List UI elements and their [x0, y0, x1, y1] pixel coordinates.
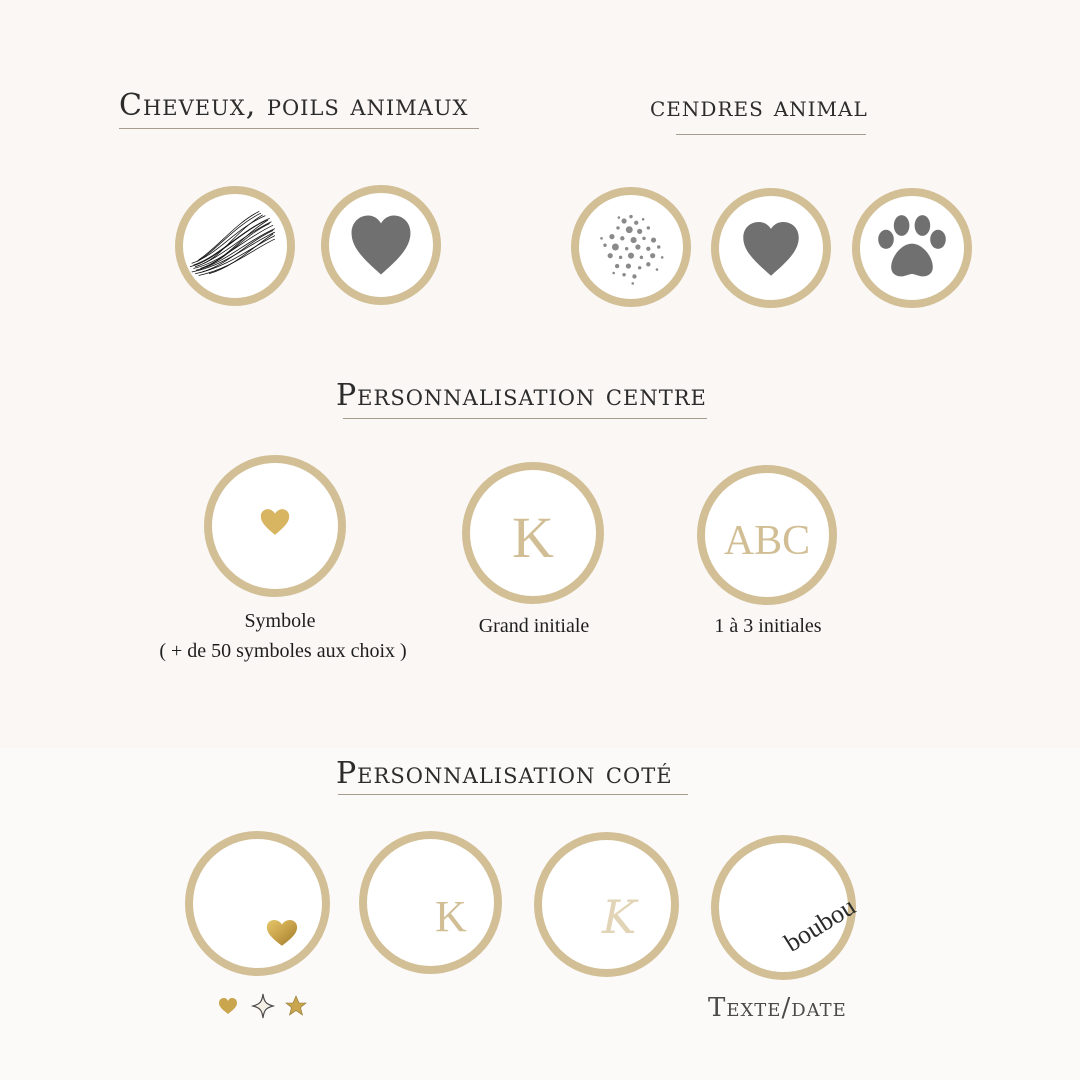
center-section-title: Personnalisation centre [336, 378, 707, 413]
initials-preview: ABC [723, 518, 811, 564]
side-initial-preview: K [435, 892, 467, 941]
symbol-examples [216, 992, 316, 1022]
side-symbol-option[interactable] [185, 831, 330, 976]
ash-paw-option[interactable] [852, 188, 972, 308]
center-personalization-section [5, 375, 1080, 748]
side-text-option[interactable] [711, 835, 861, 980]
hair-option[interactable] [175, 186, 295, 306]
side-initial-option[interactable] [359, 831, 502, 974]
side-script-initial-option[interactable] [534, 832, 679, 977]
gold-heart-icon [212, 463, 338, 589]
heart-icon [719, 196, 823, 300]
side-personalization-section [0, 748, 1080, 1080]
text-date-label: Texte/date [708, 993, 847, 1023]
hair-title-underline [119, 128, 479, 129]
grand-initiale-label: Grand initiale [478, 615, 590, 637]
initials-label: 1 à 3 initiales [714, 615, 822, 637]
hair-heart-option[interactable] [321, 185, 441, 305]
side-script-initial-preview: K [602, 890, 637, 944]
initial-preview: K [512, 505, 554, 570]
heart-icon [329, 193, 433, 297]
center-symbol-option[interactable] [204, 455, 346, 597]
hair-ashes-section [0, 0, 1080, 375]
center-initials-option[interactable] [697, 465, 837, 605]
paw-print-icon [860, 196, 964, 300]
gold-heart-icon [193, 839, 322, 968]
ashes-section-title: cendres animal [650, 90, 868, 123]
hair-section-title: Cheveux, poils animaux [119, 88, 469, 123]
ash-heart-option[interactable] [711, 188, 831, 308]
side-title-underline [338, 794, 688, 795]
symbol-sublabel: ( + de 50 symboles aux choix ) [159, 640, 407, 662]
symbol-label: Symbole [244, 610, 316, 632]
center-initial-option[interactable] [462, 462, 604, 604]
four-point-star-icon [253, 994, 273, 1018]
side-text-preview: boubou [779, 891, 861, 958]
ash-speckles-icon [579, 195, 683, 299]
ash-option[interactable] [571, 187, 691, 307]
center-title-underline [343, 418, 707, 419]
star-icon [286, 996, 306, 1015]
side-section-title: Personnalisation coté [336, 756, 673, 791]
ashes-title-underline [676, 134, 866, 135]
hair-strands-icon [183, 194, 287, 298]
gold-heart-icon [219, 998, 237, 1014]
